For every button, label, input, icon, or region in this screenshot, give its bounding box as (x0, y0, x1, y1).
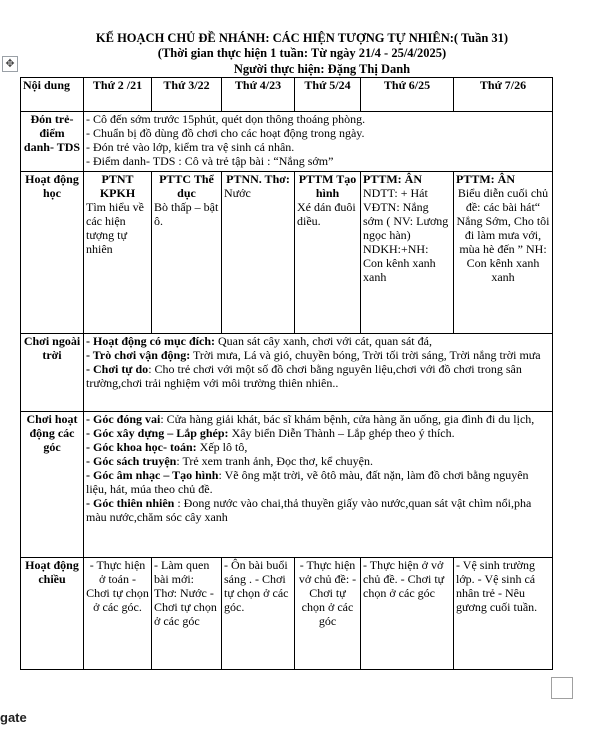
move-arrows-icon[interactable]: ✥ (2, 56, 18, 72)
lesson-cell (361, 172, 454, 334)
document-title: KẾ HOẠCH CHỦ ĐỀ NHÁNH: CÁC HIỆN TƯỢNG TỰ NHIÊN:( Tuần 31) (95, 31, 509, 45)
lesson-title: PTNN. Thơ: (226, 172, 290, 186)
list-item: - Góc đóng vai: Cửa hàng giải khát, bác sĩ khám bệnh, cửa hàng ăn uống, gia đình đi du lịch, (86, 412, 535, 426)
afternoon-cell: - Thực hiện vở chủ đề: - Chơi tự chọn ở các góc (295, 558, 361, 670)
table-header-row (21, 78, 553, 112)
list-item: - Đón trẻ vào lớp, kiểm tra vệ sinh cá nhân. (86, 140, 295, 154)
lesson-body: Biểu diễn cuối chủ đề: các bài hát“ Nắng Sớm, Cho tôi đi làm mưa với, mùa hè đến ” NH: Con kênh xanh xanh (456, 186, 550, 284)
bottom-fragment-text: gate (0, 710, 27, 725)
row-label: Chơi hoạt động các góc (21, 412, 84, 558)
row-label: Hoạt động chiều (21, 558, 84, 670)
table-row-hoat-dong-hoc (21, 172, 553, 334)
list-item: - Góc khoa học- toán: Xếp lô tô, (86, 440, 248, 454)
lesson-cell (454, 172, 553, 334)
header-cell: Thứ 6/25 (361, 78, 454, 112)
lesson-body: Xé dán đuôi diều. (297, 200, 356, 228)
lesson-title: PTTM Tạo hình (298, 172, 357, 200)
table-row-choi-ngoai-troi (21, 334, 553, 412)
weekly-plan-table (20, 77, 553, 670)
list-item: - Chuẩn bị đồ dùng đồ chơi cho các hoạt động trong ngày. (86, 126, 365, 140)
header-cell: Nội dung (21, 78, 84, 112)
list-item: - Góc âm nhạc – Tạo hình: Vẽ ông mặt trời, vẽ ôtô màu, đất nặn, làm đồ chơi bằng nguyên liệu, hát, múa theo chủ đề. (86, 468, 529, 496)
corner-play-content (84, 412, 553, 558)
lesson-title: PTTM: ÂN (363, 172, 422, 186)
lesson-body: Tìm hiểu về các hiện tượng tự nhiên (86, 200, 144, 256)
table-row-don-tre (21, 112, 553, 172)
header-cell: Thứ 2 /21 (84, 78, 152, 112)
lesson-cell (84, 172, 152, 334)
don-tre-content (84, 112, 553, 172)
lesson-cell (152, 172, 222, 334)
lesson-cell (222, 172, 295, 334)
row-label: Chơi ngoài trời (21, 334, 84, 412)
header-cell: Thứ 4/23 (222, 78, 295, 112)
lesson-title: PTTM: ÂN (456, 172, 515, 186)
lesson-cell (295, 172, 361, 334)
lesson-body: Nước (224, 186, 251, 200)
list-item: - Góc xây dựng – Lắp ghép: Xây biển Diễn Thành – Lắp ghép theo ý thích. (86, 426, 455, 440)
row-label: Đón trẻ- điểm danh- TDS (21, 112, 84, 172)
outdoor-content (84, 334, 553, 412)
lesson-title: PTNT KPKH (99, 172, 136, 200)
table-resize-handle[interactable] (551, 677, 573, 699)
date-range-subtitle: (Thời gian thực hiện 1 tuần: Từ ngày 21/4 - 25/4/2025) (157, 46, 447, 60)
afternoon-cell: - Thực hiện ở vở chủ đề. - Chơi tự chọn ở các góc (361, 558, 454, 670)
list-item: - Trò chơi vận động: Trời mưa, Lá và gió, chuyền bóng, Trời tối trời sáng, Trời nắng trời mưa (86, 348, 541, 362)
header-cell: Thứ 5/24 (295, 78, 361, 112)
list-item: - Hoạt động có mục đích: Quan sát cây xanh, chơi với cát, quan sát đá, (86, 334, 432, 348)
list-item: - Chơi tự do: Cho trẻ chơi với một số đồ chơi bằng nguyên liệu,chơi với đồ chơi trong sân trường,chơi trải nghiệm với môi trường thiên nhiên.. (86, 362, 522, 390)
list-item: - Cô đến sớm trước 15phút, quét dọn thông thoáng phòng. (86, 112, 366, 126)
lesson-body: Bò thấp – bật ô. (154, 200, 219, 228)
list-item: - Góc thiên nhiên : Đong nước vào chai,thả thuyền giấy vào nước,quan sát vật chìm nổi,pha màu nước,chăm sóc cây xanh (86, 496, 532, 524)
afternoon-cell: - Vệ sinh trường lớp. - Vệ sinh cá nhân trẻ - Nêu gương cuối tuần. (454, 558, 553, 670)
list-item: - Góc sách truyện: Trẻ xem tranh ảnh, Đọc thơ, kể chuyện. (86, 454, 373, 468)
row-label: Hoạt động học (21, 172, 84, 334)
table-row-choi-goc (21, 412, 553, 558)
header-cell: Thứ 3/22 (152, 78, 222, 112)
author-line: Người thực hiện: Đặng Thị Danh (233, 62, 411, 76)
afternoon-cell: - Thực hiện ở toán - Chơi tự chọn ở các góc. (84, 558, 152, 670)
afternoon-cell: - Làm quen bài mới: Thơ: Nước - Chơi tự chọn ở các góc (152, 558, 222, 670)
table-row-hoat-dong-chieu (21, 558, 553, 670)
lesson-body: NDTT: + Hát VĐTN: Nắng sớm ( NV: Lương ngọc hàn) NDKH:+NH: Con kênh xanh xanh (363, 186, 449, 284)
list-item: - Điểm danh- TDS : Cô và trẻ tập bài : “Nắng sớm” (86, 154, 334, 168)
afternoon-cell: - Ôn bài buổi sáng . - Chơi tự chọn ở các góc. (222, 558, 295, 670)
header-cell: Thứ 7/26 (454, 78, 553, 112)
lesson-title: PTTC Thể dục (159, 172, 214, 200)
